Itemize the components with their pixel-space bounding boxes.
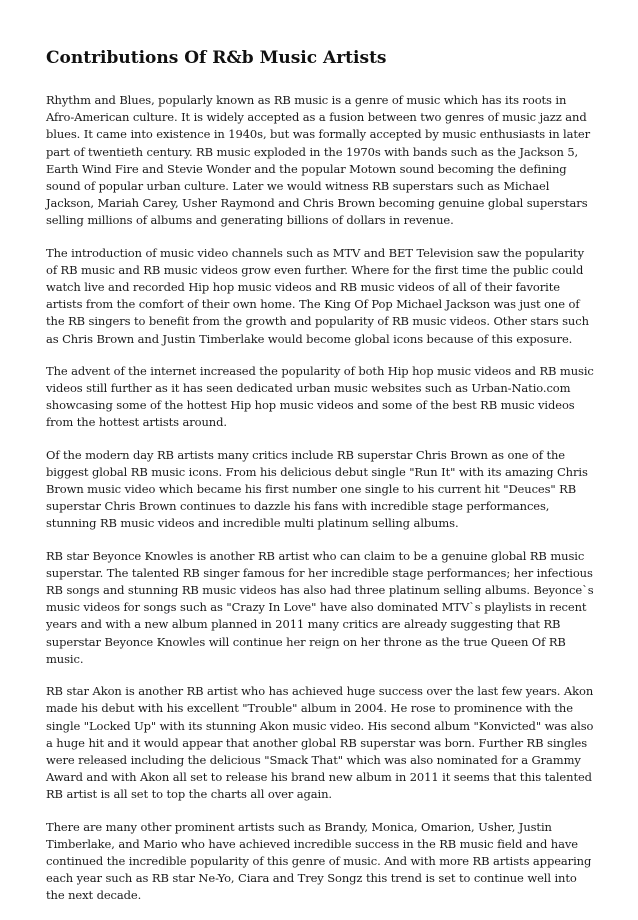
- paragraph-2: The introduction of music video channels such as MTV and BET Television saw the popularity of RB music and RB music videos grow even further. Where for the first time the public could watch live and recorded Hip hop music videos and RB music videos of all of their favorite artists from the comfort of their own home. The King Of Pop Michael Jackson was just one of the RB singers to benefit from the growth and popularity of RB music videos. Other stars such as Chris Brown and Justin Timberlake would become global icons because of this exposure.: [46, 245, 589, 346]
- paragraph-6: RB star Akon is another RB artist who has achieved huge success over the last few years. Akon made his debut with his excellent "Trouble" album in 2004. He rose to prominence with the single "Locked Up" with its stunning Akon music video. His second album "Konvicted" was also a huge hit and it would appear that another global RB superstar was born. Further RB singles were released including the delicious "Smack That" which was also nominated for a Grammy Award and with Akon all set to release his brand new album in 2011 it seems that this talented RB artist is all set to top the charts all over again.: [46, 684, 594, 802]
- paragraph-4: Of the modern day RB artists many critics include RB superstar Chris Brown as one of the biggest global RB music icons. From his delicious debut single "Run It" with its amazing Chris Brown music video which became his first number one single to his current hit "Deuces" RB superstar Chris Brown continues to dazzle his fans with incredible stage performances, stunning RB music videos and incredible multi platinum selling albums.: [46, 447, 588, 531]
- document-page: [46, 46, 594, 920]
- page-title: Contributions Of R&b Music Artists: [46, 48, 387, 68]
- paragraph-7: There are many other prominent artists such as Brandy, Monica, Omarion, Usher, Justin Timberlake, and Mario who have achieved incredible success in the RB music field and have continued the incredible popularity of this genre of music. And with more RB artists appearing each year such as RB star Ne-Yo, Ciara and Trey Songz this trend is set to continue well into the next decade.: [46, 819, 592, 903]
- paragraph-3: The advent of the internet increased the popularity of both Hip hop music videos and RB music videos still further as it has seen dedicated urban music websites such as Urban-Natio.com showcasing some of the hottest Hip hop music videos and some of the best RB music videos from the hottest artists around.: [46, 363, 594, 430]
- paragraph-5: RB star Beyonce Knowles is another RB artist who can claim to be a genuine global RB music superstar. The talented RB singer famous for her incredible stage performances; her infectious RB songs and stunning RB music videos has also had three platinum selling albums. Beyonce`s music videos for songs such as "Crazy In Love" have also dominated MTV`s playlists in recent years and with a new album planned in 2011 many critics are already suggesting that RB superstar Beyonce Knowles will continue her reign on her throne as the true Queen Of RB music.: [46, 548, 594, 666]
- paragraph-1: Rhythm and Blues, popularly known as RB music is a genre of music which has its roots in Afro-American culture. It is widely accepted as a fusion between two genres of music jazz and blues. It came into existence in 1940s, but was formally accepted by music enthusiasts in later part of twentieth century. RB music exploded in the 1970s with bands such as the Jackson 5, Earth Wind Fire and Stevie Wonder and the popular Motown sound becoming the defining sound of popular urban culture. Later we would witness RB superstars such as Michael Jackson, Mariah Carey, Usher Raymond and Chris Brown becoming genuine global superstars selling millions of albums and generating billions of dollars in revenue.: [46, 93, 591, 228]
